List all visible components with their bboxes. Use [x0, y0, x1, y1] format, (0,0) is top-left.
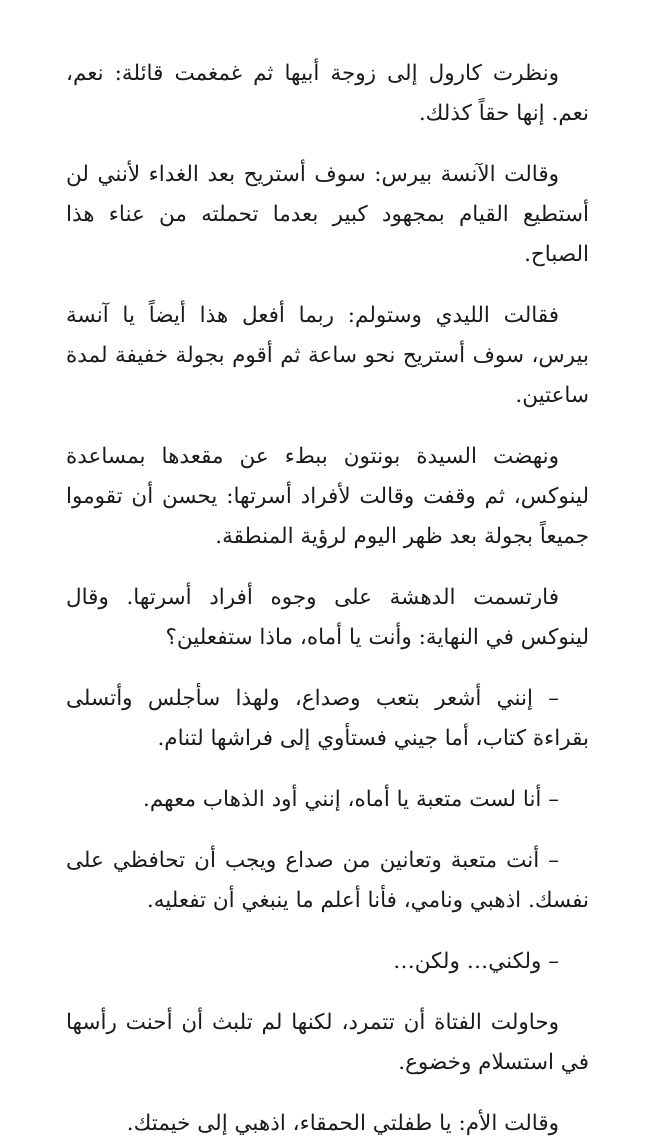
- paragraph-9: – ولكني… ولكن…: [393, 949, 559, 974]
- paragraph-4: ونهضت السيدة بونتون ببطء عن مقعدها بمساعدة لينوكس، ثم وقفت وقالت لأفراد أسرتها: يحسن أن تقوموا جميعاً بجولة بعد ظهر اليوم لرؤية المنطقة.: [66, 444, 589, 549]
- paragraph-1: ونظرت كارول إلى زوجة أبيها ثم غمغمت قائلة: نعم، نعم. إنها حقاً كذلك.: [66, 61, 589, 126]
- paragraph-2: وقالت الآنسة بيرس: سوف أستريح بعد الغداء لأنني لن أستطيع القيام بمجهود كبير بعدما تحملته من عناء هذا الصباح.: [66, 162, 589, 267]
- paragraph-3: فقالت الليدي وستولم: ربما أفعل هذا أيضاً يا آنسة بيرس، سوف أستريح نحو ساعة ثم أقوم بجولة خفيفة لمدة ساعتين.: [66, 303, 589, 408]
- paragraph-6: – إنني أشعر بتعب وصداع، ولهذا سأجلس وأتسلى بقراءة كتاب، أما جيني فستأوي إلى فراشها لتنام.: [66, 686, 589, 751]
- paragraph-5: فارتسمت الدهشة على وجوه أفراد أسرتها. وقال لينوكس في النهاية: وأنت يا أماه، ماذا ستفعلين؟: [66, 585, 589, 650]
- paragraph-7: – أنا لست متعبة يا أماه، إنني أود الذهاب معهم.: [143, 787, 559, 812]
- paragraph-8: – أنت متعبة وتعانين من صداع ويجب أن تحافظي على نفسك. اذهبي ونامي، فأنا أعلم ما ينبغي أن تفعليه.: [66, 848, 589, 913]
- paragraph-11: وقالت الأم: يا طفلتي الحمقاء، اذهبي إلى خيمتك.: [126, 1111, 559, 1136]
- paragraph-10: وحاولت الفتاة أن تتمرد، لكنها لم تلبث أن أحنت رأسها في استسلام وخضوع.: [66, 1010, 589, 1075]
